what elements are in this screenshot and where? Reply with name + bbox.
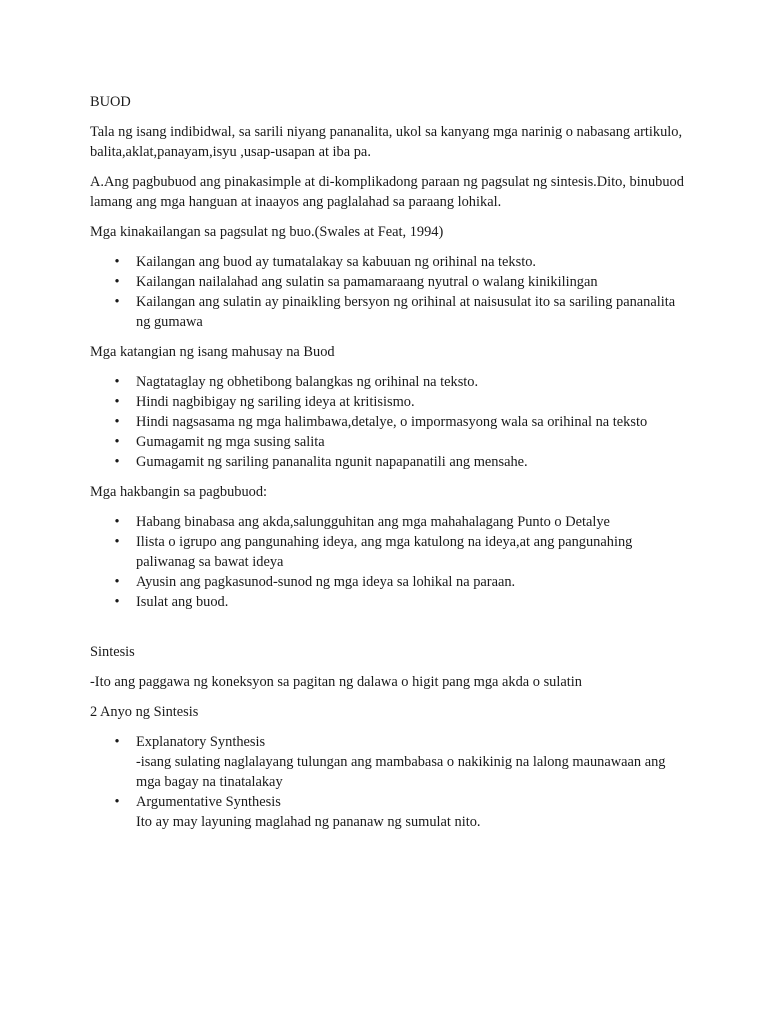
bullet-icon: •: [114, 574, 120, 590]
list-item-text: Hindi nagbibigay ng sariling ideya at kritisismo.: [136, 394, 415, 410]
list-item-text: Hindi nagsasama ng mga halimbawa,detalye, o impormasyong wala sa orihinal na teksto: [136, 414, 648, 430]
bullet-icon: •: [114, 514, 120, 530]
bullet-icon: •: [114, 294, 120, 310]
list-item: [90, 432, 690, 452]
bullet-icon: •: [114, 734, 120, 750]
bullet-icon: •: [114, 394, 120, 410]
sintesis-definition: -Ito ang paggawa ng koneksyon sa pagitan ng dalawa o higit pang mga akda o sulatin: [90, 674, 582, 690]
steps-heading: Mga hakbangin sa pagbubuod:: [90, 484, 268, 500]
synthesis-type-name: Argumentative Synthesis: [136, 794, 281, 810]
buod-definition: Tala ng isang indibidwal, sa sarili niyang pananalita, ukol sa kanyang mga narinig o nabasang artikulo, balita,aklat,panayam,isyu ,usap-usapan at iba pa.: [90, 124, 683, 160]
list-item: [90, 252, 690, 272]
list-item: [90, 592, 690, 612]
list-item: [90, 392, 690, 412]
synthesis-type-name: Explanatory Synthesis: [136, 734, 266, 750]
list-item: [90, 792, 690, 832]
characteristics-heading: Mga katangian ng isang mahusay na Buod: [90, 344, 335, 360]
sintesis-types-heading: 2 Anyo ng Sintesis: [90, 704, 199, 720]
bullet-icon: •: [114, 414, 120, 430]
bullet-icon: •: [114, 594, 120, 610]
bullet-icon: •: [114, 454, 120, 470]
bullet-icon: •: [114, 254, 120, 270]
list-item-text: Ilista o igrupo ang pangunahing ideya, ang mga katulong na ideya,at ang pangunahing paliwanag sa bawat ideya: [136, 534, 633, 570]
list-item: [90, 292, 690, 332]
requirements-list: [90, 252, 690, 332]
bullet-icon: •: [114, 534, 120, 550]
bullet-icon: •: [114, 374, 120, 390]
sintesis-types-list: [90, 732, 690, 832]
list-item-text: Kailangan ang sulatin ay pinaikling bersyon ng orihinal at naisusulat ito sa sariling pananalita ng gumawa: [136, 294, 676, 330]
list-item: [90, 532, 690, 572]
list-item-text: Gumagamit ng mga susing salita: [136, 434, 325, 450]
bullet-icon: •: [114, 274, 120, 290]
list-item-text: Habang binabasa ang akda,salungguhitan ang mga mahahalagang Punto o Detalye: [136, 514, 610, 530]
list-item-text: Ayusin ang pagkasunod-sunod ng mga ideya sa lohikal na paraan.: [136, 574, 516, 590]
list-item: [90, 732, 690, 792]
list-item: [90, 512, 690, 532]
buod-title: BUOD: [90, 94, 131, 110]
bullet-icon: •: [114, 434, 120, 450]
list-item-text: Kailangan ang buod ay tumatalakay sa kabuuan ng orihinal na teksto.: [136, 254, 537, 270]
synthesis-type-description: -isang sulating naglalayang tulungan ang mambabasa o nakikinig na lalong maunawaan ang mga bagay na tinatalakay: [136, 754, 666, 790]
list-item-text: Isulat ang buod.: [136, 594, 229, 610]
list-item: [90, 412, 690, 432]
bullet-icon: •: [114, 794, 120, 810]
characteristics-list: [90, 372, 690, 472]
list-item: [90, 572, 690, 592]
requirements-heading: Mga kinakailangan sa pagsulat ng buo.(Swales at Feat, 1994): [90, 224, 444, 240]
steps-list: [90, 512, 690, 612]
document-page: [90, 92, 690, 832]
synthesis-type-description: Ito ay may layuning maglahad ng pananaw ng sumulat nito.: [136, 814, 481, 830]
list-item: [90, 272, 690, 292]
list-item: [90, 452, 690, 472]
list-item-text: Kailangan nailalahad ang sulatin sa pamamaraang nyutral o walang kinikilingan: [136, 274, 598, 290]
list-item-text: Nagtataglay ng obhetibong balangkas ng orihinal na teksto.: [136, 374, 479, 390]
buod-paragraph-a: A.Ang pagbubuod ang pinakasimple at di-komplikadong paraan ng pagsulat ng sintesis.Dito, binubuod lamang ang mga hanguan at inaayos ang paglalahad sa paraang lohikal.: [90, 174, 684, 210]
list-item-text: Gumagamit ng sariling pananalita ngunit napapanatili ang mensahe.: [136, 454, 528, 470]
sintesis-title: Sintesis: [90, 644, 135, 660]
list-item: [90, 372, 690, 392]
